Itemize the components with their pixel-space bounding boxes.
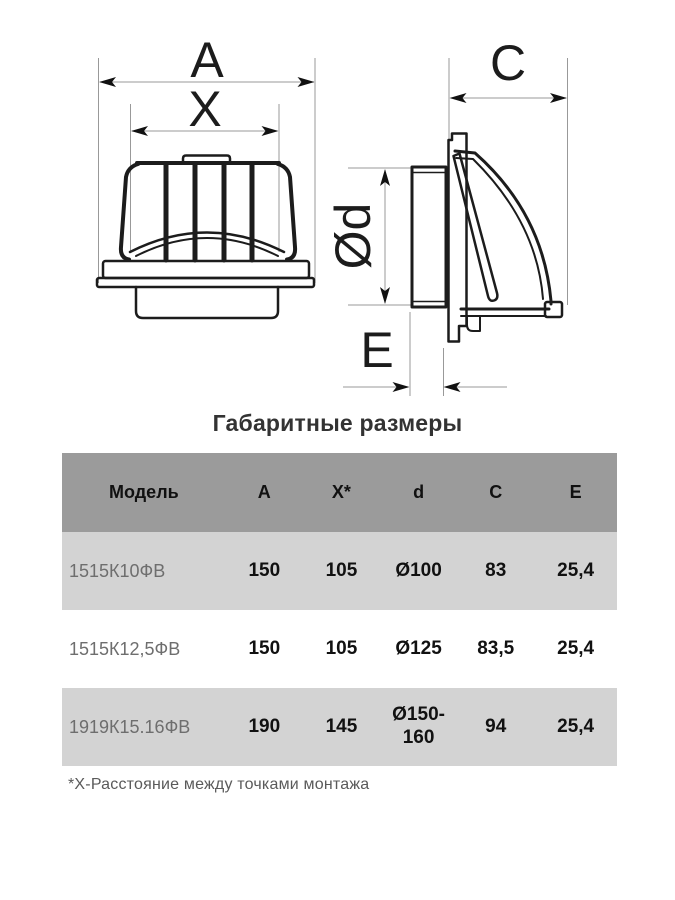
front-view-drawing	[97, 32, 315, 318]
dim-label-E: E	[360, 322, 394, 378]
col-header-model: Модель	[109, 482, 179, 502]
table-row	[62, 532, 617, 610]
cell-a: 150	[248, 559, 281, 581]
cell-c: 83	[485, 559, 507, 581]
cell-d: Ø125	[395, 637, 442, 659]
cell-x: 105	[325, 637, 358, 659]
section-title: Габаритные размеры	[212, 410, 463, 436]
cell-a: 150	[248, 637, 281, 659]
dim-label-C: C	[489, 35, 527, 91]
col-header-a: A	[257, 481, 271, 502]
cell-d: Ø100	[395, 559, 442, 581]
cell-c: 94	[485, 715, 507, 737]
cell-x: 145	[325, 715, 358, 737]
col-header-x: X*	[331, 481, 351, 502]
dim-label-X: X	[188, 81, 222, 137]
table-row	[62, 688, 617, 766]
col-header-c: C	[489, 481, 503, 502]
dim-label-A: A	[190, 32, 224, 88]
cell-e: 25,4	[557, 716, 595, 737]
table-header-row	[62, 453, 617, 532]
grille-cage	[97, 156, 314, 319]
dimensions-table	[62, 453, 617, 766]
cell-x: 105	[325, 559, 358, 581]
table-footnote: *Х-Расстояние между точками монтажа	[68, 776, 370, 793]
hood-profile	[412, 134, 562, 342]
cell-e: 25,4	[557, 638, 595, 659]
cell-model: 1919К15.16ФВ	[69, 716, 191, 737]
table-row	[62, 610, 617, 688]
cell-model: 1515К12,5ФВ	[69, 638, 181, 659]
dim-label-Od: Ød	[325, 202, 381, 270]
side-view-drawing	[325, 35, 568, 396]
cell-c: 83,5	[477, 637, 515, 659]
cell-model: 1515К10ФВ	[69, 560, 166, 581]
cell-d: Ø150-160	[392, 704, 445, 748]
col-header-e: E	[569, 482, 582, 502]
dimension-drawings	[0, 0, 675, 405]
cell-a: 190	[248, 715, 281, 737]
col-header-d: d	[413, 481, 425, 502]
cell-e: 25,4	[557, 560, 595, 581]
